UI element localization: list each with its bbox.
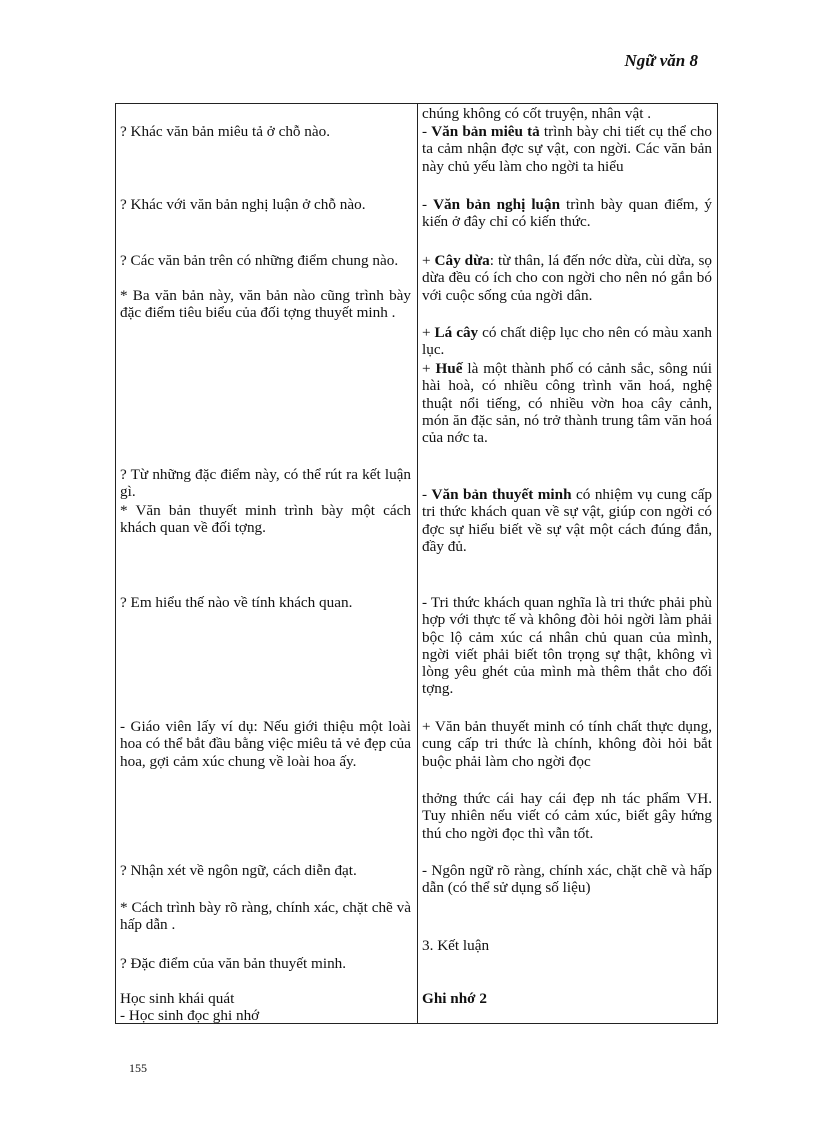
left-cell-answer: * Cách trình bày rõ ràng, chính xác, chặt chẽ và hấp dẫn . [120,899,411,934]
left-cell-answer: * Ba văn bản này, văn bản nào cũng trình bày đặc điểm tiêu biểu của đối tợng thuyết minh . [120,287,411,322]
left-cell-question: ? Từ những đặc điểm này, có thể rút ra kết luận gì. [120,466,411,501]
page-header-title: Ngữ văn 8 [624,51,698,70]
right-cell-nghị-luận: - Văn bản nghị luận trình bày quan điểm, ý kiến ở đây chỉ có kiến thức. [422,196,712,231]
left-cell-note: - Giáo viên lấy ví dụ: Nếu giới thiệu một loài hoa có thể bắt đầu bằng việc miêu tả vẻ đẹp của hoa, gợi cảm xúc chung về loài hoa ấy. [120,718,411,770]
right-cell-lá-cây: + Lá cây có chất diệp lục cho nên có màu xanh lục. [422,324,712,359]
left-cell-question: ? Em hiểu thế nào về tính khách quan. [120,594,353,611]
left-cell-question: ? Các văn bản trên có những điểm chung nào. [120,252,399,269]
right-cell-ghi-nhớ: Ghi nhớ 2 [422,990,487,1007]
left-cell-note: Học sinh khái quát [120,990,235,1007]
left-cell-question: ? Đặc điểm của văn bản thuyết minh. [120,955,347,972]
right-cell-tính-chất-continued: thởng thức cái hay cái đẹp nh tác phẩm VH. Tuy nhiên nếu viết có cảm xúc, biết gây hứng thú cho ngời đọc thì vẫn tốt. [422,790,712,842]
left-cell-note: - Học sinh đọc ghi nhớ [120,1007,260,1024]
right-cell-text: chúng không có cốt truyện, nhân vật . [422,105,652,122]
right-cell-cây-dừa: + Cây dừa: từ thân, lá đến nớc dừa, cùi dừa, sọ dừa đều có ích cho con ngời cho nên nó gắn bó với cuộc sống của ngời dân. [422,252,712,304]
right-cell-huế: + Huế là một thành phố có cảnh sắc, sông núi hài hoà, có nhiều công trình văn hoá, nghệ thuật nổi tiếng, có nhiều vờn hoa cây cảnh, món ăn đặc sản, nó trở thành trung tâm văn hoá của nớc ta. [422,360,712,447]
left-cell-question: ? Khác văn bản miêu tả ở chỗ nào. [120,123,331,140]
page-number: 155 [129,1061,147,1075]
right-cell-ngôn-ngữ: - Ngôn ngữ rõ ràng, chính xác, chặt chẽ và hấp dẫn (có thể sử dụng số liệu) [422,862,712,897]
right-cell-thuyết-minh: - Văn bản thuyết minh có nhiệm vụ cung cấp tri thức khách quan về sự vật, giúp con ngời có đợc sự hiểu biết về sự vật một cách đúng đắn, đầy đủ. [422,486,712,555]
left-cell-question: ? Nhận xét về ngôn ngữ, cách diễn đạt. [120,862,357,879]
right-cell-khách-quan: - Tri thức khách quan nghĩa là tri thức phải phù hợp với thực tế và không đòi hỏi ngời làm phải bộc lộ cảm xúc cá nhân chủ quan của mình, ngời viết phải biết tôn trọng sự thật, không vì lòng yêu ghét của mình mà thêm thắt cho đối tợng. [422,594,712,698]
right-cell-kết-luận: 3. Kết luận [422,937,490,954]
column-divider [417,104,418,1023]
left-cell-answer: * Văn bản thuyết minh trình bày một cách khách quan về đối tợng. [120,502,411,537]
left-cell-question: ? Khác với văn bản nghị luận ở chỗ nào. [120,196,366,213]
right-cell-tính-chất: + Văn bản thuyết minh có tính chất thực dụng, cung cấp tri thức là chính, không đòi hỏi bắt buộc phải làm cho ngời đọc [422,718,712,770]
lesson-table [115,103,718,1024]
right-cell-miêu-tả: - Văn bản miêu tả trình bày chi tiết cụ thể cho ta cảm nhận đợc sự vật, con ngời. Các văn bản này chủ yếu làm cho ngời ta hiểu [422,123,712,175]
